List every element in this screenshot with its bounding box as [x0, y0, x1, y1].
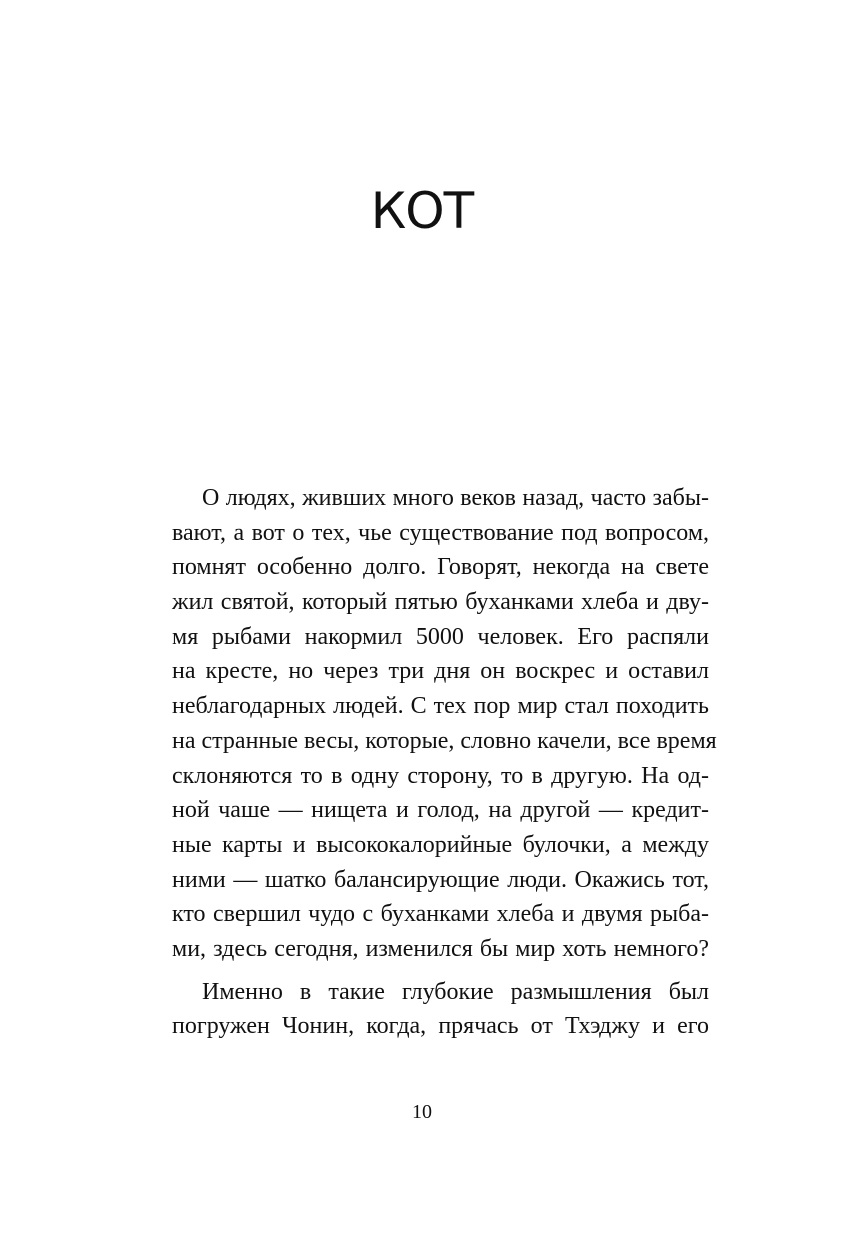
text-line: О людях, живших много веков назад, часто забы-	[202, 485, 709, 511]
text-line: кто свершил чудо с буханками хлеба и двумя рыба-	[172, 901, 709, 928]
text-line: ними — шатко балансирующие люди. Окажись тот,	[172, 866, 709, 893]
text-line: на кресте, но через три дня он воскрес и оставил	[172, 658, 709, 685]
body-text	[172, 481, 717, 1044]
text-line: неблагодарных людей. С тех пор мир стал походить	[172, 693, 709, 720]
text-line: погружен Чонин, когда, прячась от Тхэджу и его	[172, 1013, 709, 1040]
text-line: мя рыбами накормил 5000 человек. Его распяли	[172, 623, 709, 650]
text-line: вают, а вот о тех, чье существование под вопросом,	[172, 519, 709, 546]
paragraph-1	[172, 481, 717, 967]
text-line: помнят особенно долго. Говорят, некогда на свете	[172, 554, 709, 581]
paragraph-2	[172, 975, 709, 1044]
page-number: 10	[412, 1101, 432, 1123]
text-line: Именно в такие глубокие размышления был	[202, 978, 709, 1005]
chapter-title: КОТ	[370, 182, 474, 240]
text-line: склоняются то в одну сторону, то в другую. На од-	[172, 762, 709, 789]
text-line: ми, здесь сегодня, изменился бы мир хоть немного?	[172, 935, 709, 962]
text-line: на странные весы, которые, словно качели, все время	[172, 727, 717, 754]
text-line: ной чаше — нищета и голод, на другой — кредит-	[172, 797, 709, 824]
text-line: жил святой, который пятью буханками хлеба и дву-	[172, 589, 709, 616]
text-line: ные карты и высококалорийные булочки, а между	[172, 831, 709, 858]
